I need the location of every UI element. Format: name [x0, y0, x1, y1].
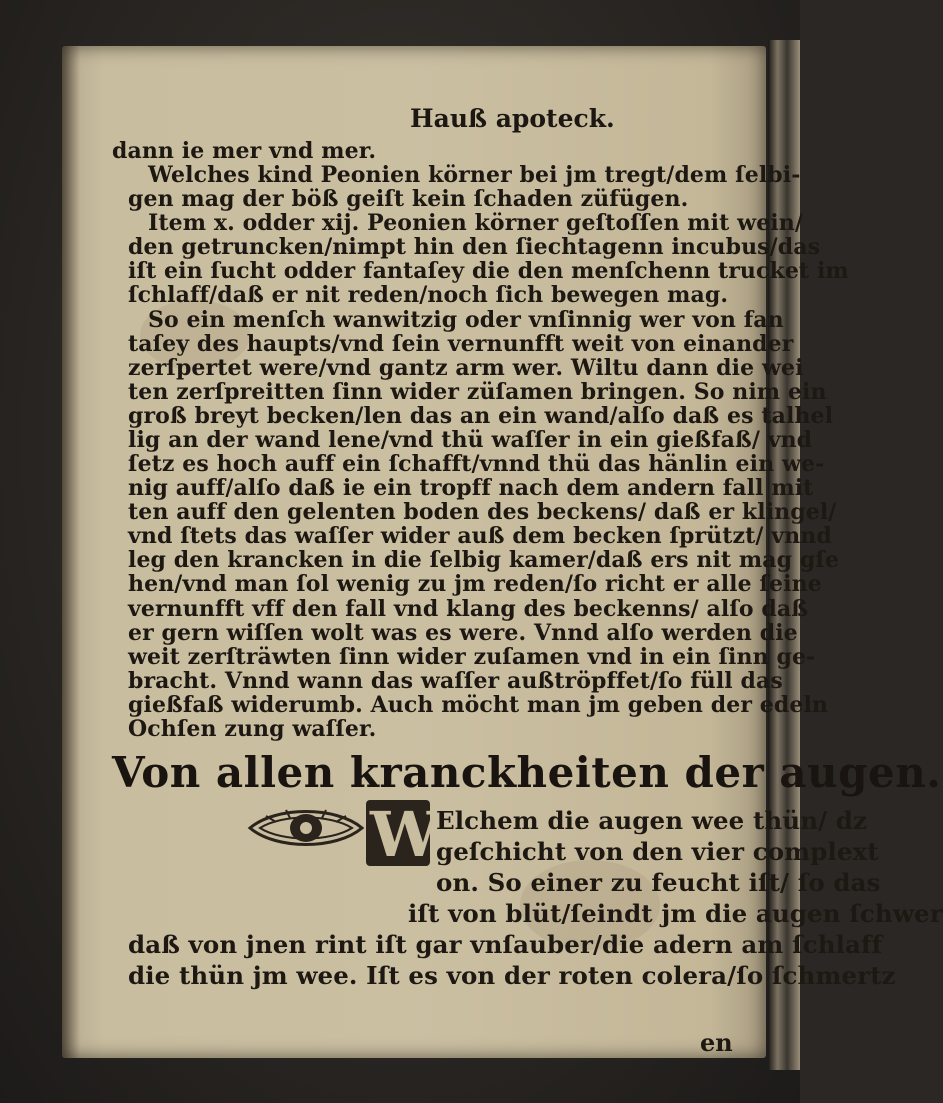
text-line: Ochſen zung waſſer. [128, 715, 377, 742]
text-line: nig auff/alſo daß ie ein tropff nach dem andern fall mit [128, 475, 814, 502]
initial-letter: W [370, 798, 440, 871]
text-line: geſchicht von den vier complext [436, 837, 879, 866]
text-line: ſchlaff/daß er nit reden/noch ſich bewegen mag. [128, 282, 729, 309]
text-line: bracht. Vnnd wann das waſſer außtröpffet/ſo füll das [128, 667, 783, 694]
text-line: Elchem die augen wee thün/ dz [436, 806, 868, 835]
text-line: ſetz es hoch auff ein ſchafft/vnnd thü das hänlin ein we- [128, 451, 825, 478]
text-line: on. So einer zu feucht iſt/ ſo das [436, 868, 881, 897]
text-line: taſey des haupts/vnd ſein vernunfft weit von einander [128, 330, 794, 357]
eye-ornament-icon [246, 802, 366, 854]
text-line: er gern wiſſen wolt was es were. Vnnd alſo werden die [128, 619, 798, 646]
text-line: hen/vnd man ſol wenig zu jm reden/ſo richt er alle ſeine [128, 571, 822, 598]
text-line: die thün jm wee. Iſt es von der roten colera/ſo ſchmertz [128, 961, 896, 990]
page-gutter-shadow [62, 46, 80, 1058]
text-line: vnd ſtets das waſſer wider auß dem becken ſprützt/ vnnd [128, 523, 832, 550]
decorated-initial [366, 798, 440, 871]
text-line: ten auff den gelenten boden des beckens/ daß er klingel/ [128, 499, 837, 526]
text-line: den getruncken/nimpt hin den ſiechtagenn incubus/das [128, 234, 821, 261]
text-line: daß von jnen rint iſt gar vnſauber/die adern am ſchlaff [128, 930, 883, 959]
text-line: Item x. odder xij. Peonien körner geſtoſſen mit wein/ [148, 210, 803, 237]
text-line: Welches kind Peonien körner bei jm tregt/dem ſelbi- [148, 162, 801, 189]
text-line: ten zerſpreitten ſinn wider züſamen bringen. So nim ein [128, 378, 827, 405]
text-line: dann ie mer vnd mer. [112, 138, 377, 164]
text-line: zerſpertet were/vnd gantz arm wer. Wiltu dann die wei [128, 354, 804, 381]
text-line: gießfaß widerumb. Auch möcht man jm geben der edeln [128, 691, 829, 718]
text-line: iſt von blüt/ſeindt jm die augen ſchwer [408, 899, 943, 928]
section-heading: Von allen kranckheiten der augen. [112, 748, 942, 797]
text-line: gen mag der böß geiſt kein ſchaden züfügen. [128, 186, 689, 213]
text-line: vernunfft vff den fall vnd klang des beckenns/ alſo daß [128, 595, 809, 622]
text-line: weit zerſträwten ſinn wider zuſamen vnd in ein ſinn ge- [128, 643, 816, 670]
running-title: Hauß apoteck. [410, 104, 615, 133]
catchword: en [700, 1028, 733, 1057]
text-line: leg den krancken in die ſelbig kamer/daß ers nit mag gſe [128, 547, 840, 574]
text-line: So ein menſch wanwitzig oder vnſinnig wer von fan [148, 306, 784, 333]
text-line: groß breyt becken/len das an ein wand/alſo daß es talhel [128, 402, 834, 429]
text-line: lig an der wand lene/vnd thü waſſer in ein gießfaß/ vnd [128, 426, 813, 453]
text-line: iſt ein ſucht odder fantaſey die den menſchenn trucket im [128, 258, 849, 285]
